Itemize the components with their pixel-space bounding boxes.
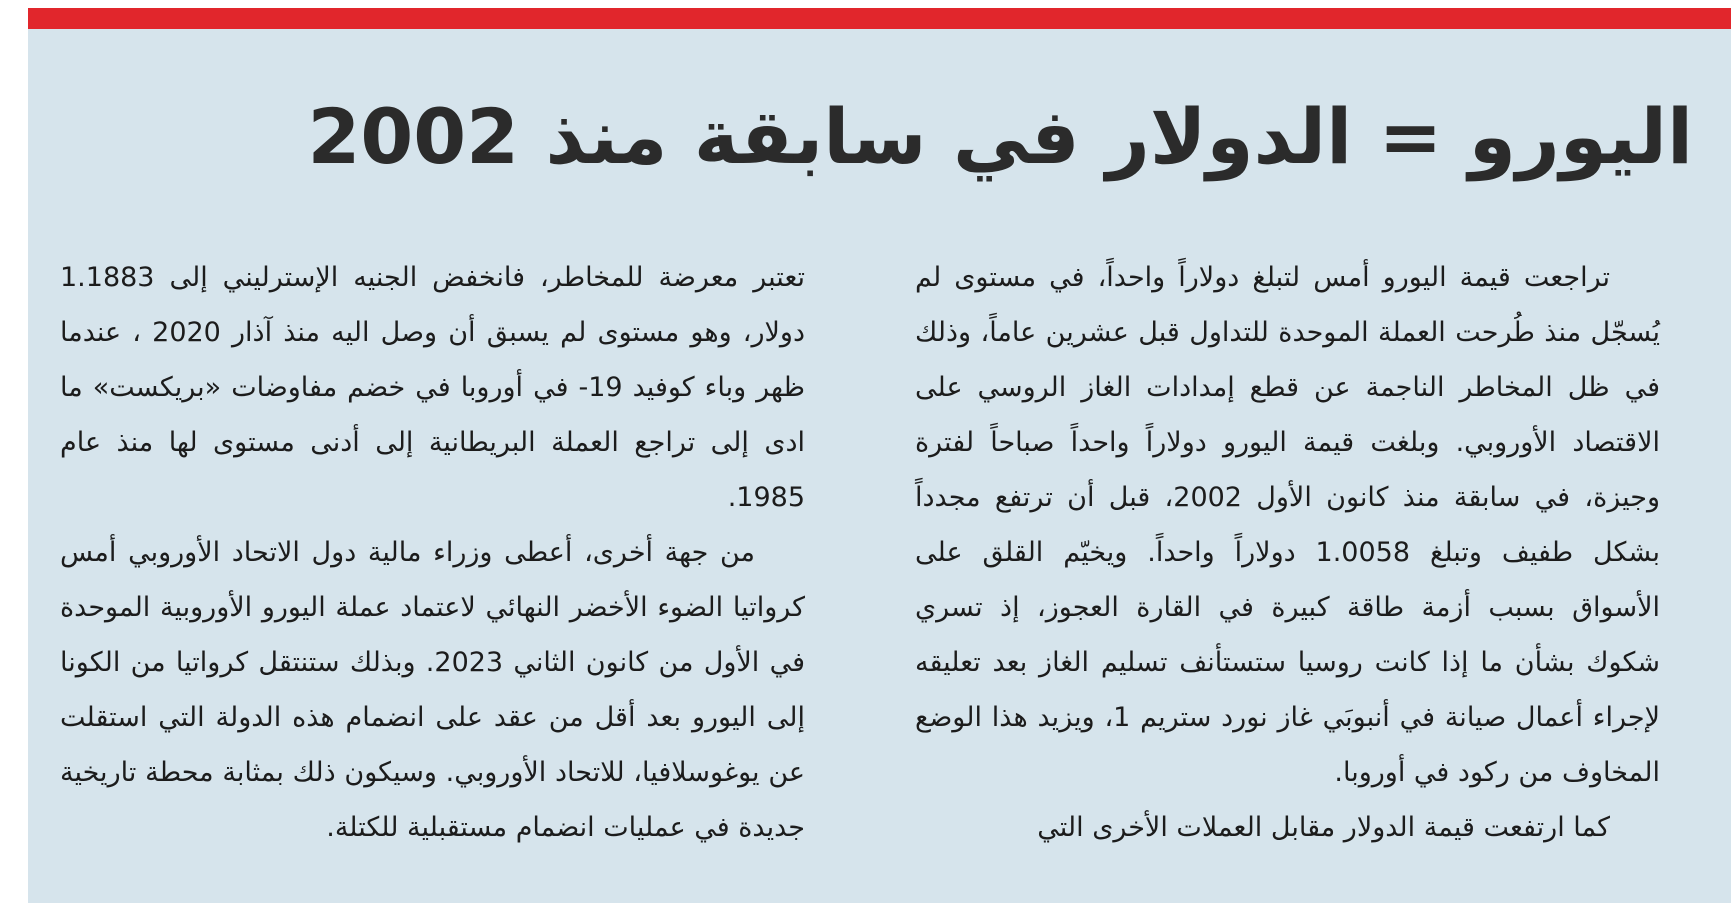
top-red-rule (28, 8, 1731, 29)
paragraph-dollar-rise: كما ارتفعت قيمة الدولار مقابل العملات الأخرى التي (1037, 812, 1610, 843)
article-column-right (915, 250, 1660, 855)
article-column-left (60, 250, 805, 855)
paragraph-sterling-drop: تعتبر معرضة للمخاطر، فانخفض الجنيه الإسترليني إلى 1.1883 دولار، وهو مستوى لم يسبق أن وصل اليه منذ آذار 2020 ، عندما ظهر وباء كوفيد 19- في أوروبا في خضم مفاوضات «بريكست» ما ادى إلى تراجع العملة البريطانية إلى أدنى مستوى لها منذ عام 1985. (60, 262, 805, 513)
paragraph-croatia-euro: من جهة أخرى، أعطى وزراء مالية دول الاتحاد الأوروبي أمس كرواتيا الضوء الأخضر النهائي لاعتماد عملة اليورو الأوروبية الموحدة في الأول من كانون الثاني 2023. وبذلك ستنتقل كرواتيا من الكونا إلى اليورو بعد أقل من عقد على انضمام هذه الدولة التي استقلت عن يوغوسلافيا، للاتحاد الأوروبي. وسيكون ذلك بمثابة محطة تاريخية جديدة في عمليات انضمام مستقبلية للكتلة. (60, 537, 805, 843)
paragraph-euro-parity: تراجعت قيمة اليورو أمس لتبلغ دولاراً واحداً، في مستوى لم يُسجّل منذ طُرحت العملة الموحدة للتداول قبل عشرين عاماً، وذلك في ظل المخاطر الناجمة عن قطع إمدادات الغاز الروسي على الاقتصاد الأوروبي. وبلغت قيمة اليورو دولاراً واحداً صباحاً لفترة وجيزة، في سابقة منذ كانون الأول 2002، قبل أن ترتفع مجدداً بشكل طفيف وتبلغ 1.0058 دولاراً واحداً. ويخيّم القلق على الأسواق بسبب أزمة طاقة كبيرة في القارة العجوز، إذ تسري شكوك بشأن ما إذا كانت روسيا ستستأنف تسليم الغاز بعد تعليقه لإجراء أعمال صيانة في أنبوبَي غاز نورد ستريم 1، ويزيد هذا الوضع المخاوف من ركود في أوروبا. (915, 262, 1660, 788)
article-headline: اليورو = الدولار في سابقة منذ 2002 (307, 92, 1693, 181)
